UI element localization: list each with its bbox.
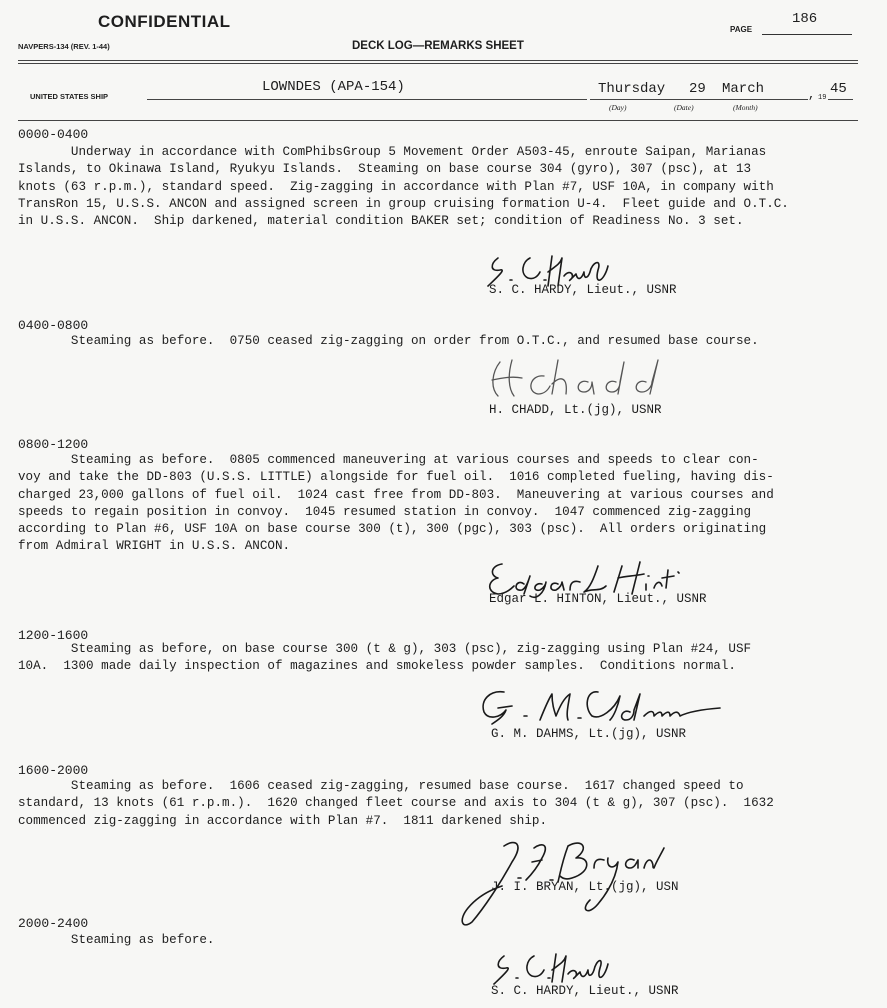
remark-line: voy and take the DD-803 (U.S.S. LITTLE) alongside for fuel oil. 1016 completed fueling, having dis- — [18, 470, 774, 485]
month-caption: (Month) — [733, 103, 758, 112]
year-prefix: 19 — [818, 94, 827, 102]
remark-line: charged 23,000 gallons of fuel oil. 1024 cast free from DD-803. Maneuvering at various courses and — [18, 487, 774, 502]
year-line — [828, 99, 853, 100]
watch-time: 1200-1600 — [18, 628, 89, 643]
remark-line: in U.S.S. ANCON. Ship darkened, material condition BAKER set; condition of Readiness No. 3 set. — [18, 214, 744, 229]
remark-line: Steaming as before, on base course 300 (t & g), 303 (psc), zig-zagging using Plan #24, USF — [18, 642, 752, 656]
remark-line: Steaming as before. 1606 ceased zig-zagging, resumed base course. 1617 changed speed to — [18, 779, 744, 793]
officer-name: Edgar L. HINTON, Lieut., USNR — [489, 592, 707, 606]
remark-line: from Admiral WRIGHT in U.S.S. ANCON. — [18, 539, 291, 554]
watch-time: 0800-1200 — [18, 437, 89, 452]
watch-time: 0400-0800 — [18, 318, 89, 333]
remark-line: standard, 13 knots (61 r.p.m.). 1620 changed fleet course and axis to 304 (t & g), 307 (psc). 1632 — [18, 796, 774, 811]
form-number: NAVPERS-134 (REV. 1-44) — [18, 42, 110, 51]
remark-line: commenced zig-zagging in accordance with Plan #7. 1811 darkened ship. — [18, 813, 548, 828]
ship-name: LOWNDES (APA-154) — [262, 79, 405, 95]
remark-line: knots (63 r.p.m.), standard speed. Zig-zagging in accordance with Plan #7, USF 10A, in company with — [18, 179, 774, 194]
date-line — [590, 99, 808, 100]
ship-name-line — [147, 99, 587, 100]
watch-remarks — [18, 778, 870, 830]
officer-name: H. CHADD, Lt.(jg), USNR — [489, 403, 662, 417]
watch-remarks — [18, 932, 870, 949]
remark-line: according to Plan #6, USF 10A on base course 300 (t), 300 (pgc), 303 (psc). All orders originating — [18, 522, 767, 537]
watch-remarks — [18, 333, 870, 350]
watch-remarks — [18, 452, 870, 556]
remark-line: 10A. 1300 made daily inspection of magazines and smokeless powder samples. Conditions normal. — [18, 659, 736, 674]
log-month: March — [722, 81, 765, 97]
log-day: Thursday — [598, 81, 666, 97]
remark-line: Underway in accordance with ComPhibsGroup 5 Movement Order A503-45, enroute Saipan, Marianas — [18, 145, 767, 159]
remark-line: Steaming as before. — [18, 933, 215, 947]
watch-time: 1600-2000 — [18, 763, 89, 778]
watch-remarks — [18, 641, 870, 676]
remark-line: Islands, to Okinawa Island, Ryukyu Islands. Steaming on base course 304 (gyro), 307 (psc), at 13 — [18, 162, 752, 177]
remark-line: TransRon 15, U.S.S. ANCON and assigned screen in group cruising formation U-4. Fleet guide and O.T.C. — [18, 196, 789, 211]
date-caption: (Date) — [674, 103, 694, 112]
sheet-title: DECK LOG—REMARKS SHEET — [352, 40, 524, 52]
classification-banner: CONFIDENTIAL — [98, 12, 231, 31]
remark-line: Steaming as before. 0750 ceased zig-zagging on order from O.T.C., and resumed base course. — [18, 334, 759, 348]
page-number-line — [762, 33, 852, 35]
remark-line: speeds to regain position in convoy. 1045 resumed station in convoy. 1047 commenced zig-zagging — [18, 504, 752, 519]
officer-name: S. C. HARDY, Lieut., USNR — [491, 984, 679, 998]
watch-time: 2000-2400 — [18, 916, 89, 931]
officer-name: J. I. BRYAN, Lt.(jg), USN — [491, 880, 679, 894]
log-date: 29 — [689, 81, 706, 97]
signature-chadd — [482, 358, 672, 402]
watch-remarks — [18, 144, 870, 230]
page-number: 186 — [792, 11, 818, 27]
remark-line: Steaming as before. 0805 commenced maneuvering at various courses and speeds to clear con- — [18, 453, 759, 467]
officer-name: G. M. DAHMS, Lt.(jg), USNR — [491, 727, 687, 741]
officer-name: S. C. HARDY, Lieut., USNR — [489, 283, 677, 297]
body-top-rule — [18, 120, 858, 121]
day-caption: (Day) — [609, 103, 627, 112]
header-rule-double — [18, 63, 858, 64]
signature-dahms — [474, 686, 724, 726]
page-label: PAGE — [730, 25, 753, 34]
watch-time: 0000-0400 — [18, 127, 89, 142]
log-year: 45 — [830, 81, 847, 97]
signature-hardy-second — [492, 952, 610, 988]
header-rule — [18, 60, 858, 61]
ship-label: UNITED STATES SHIP — [30, 92, 109, 101]
date-comma: , — [808, 88, 816, 102]
